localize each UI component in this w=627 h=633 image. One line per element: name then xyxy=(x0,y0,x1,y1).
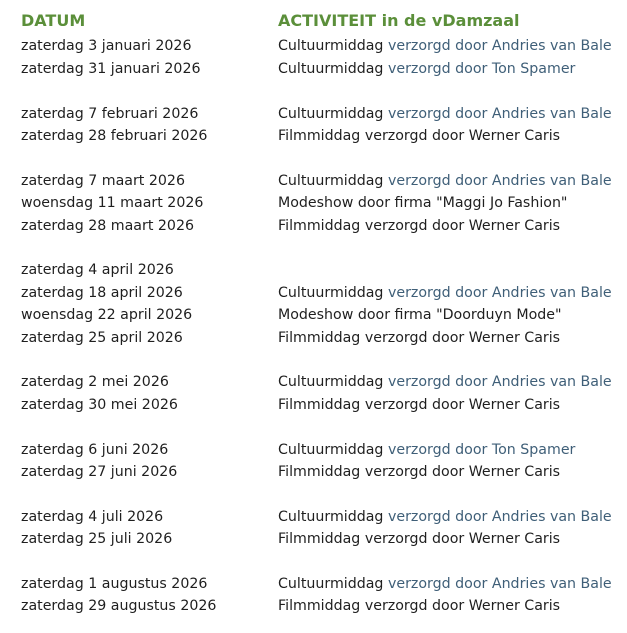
row-activity xyxy=(278,304,562,326)
schedule-row xyxy=(0,58,627,80)
row-activity xyxy=(278,528,560,550)
activity-type: Filmmiddag verzorgd door Werner Caris xyxy=(278,218,561,234)
row-date: zaterdag 28 februari 2026 xyxy=(21,128,208,144)
schedule-row xyxy=(0,170,627,192)
activity-type: Modeshow door firma "Maggi Jo Fashion" xyxy=(278,195,568,211)
row-activity xyxy=(278,439,575,461)
row-date: zaterdag 18 april 2026 xyxy=(21,285,183,301)
row-date: zaterdag 31 januari 2026 xyxy=(21,61,201,77)
activity-type: Filmmiddag verzorgd door Werner Caris xyxy=(278,598,561,614)
activity-type: Filmmiddag verzorgd door Werner Caris xyxy=(278,464,561,480)
schedule-row xyxy=(0,371,627,393)
schedule-row xyxy=(0,35,627,57)
schedule-row xyxy=(0,439,627,461)
schedule-row xyxy=(0,125,627,147)
row-date: zaterdag 28 maart 2026 xyxy=(21,218,195,234)
activity-organizer: verzorgd door Andries van Bale xyxy=(383,173,612,189)
row-activity xyxy=(278,215,560,237)
row-activity xyxy=(278,58,575,80)
activity-organizer: verzorgd door Ton Spamer xyxy=(383,442,576,458)
activity-type: Filmmiddag verzorgd door Werner Caris xyxy=(278,330,561,346)
row-date: zaterdag 4 april 2026 xyxy=(21,262,174,278)
row-date: woensdag 11 maart 2026 xyxy=(21,195,204,211)
row-date: zaterdag 3 januari 2026 xyxy=(21,38,192,54)
activity-type: Cultuurmiddag xyxy=(278,374,384,390)
schedule-row xyxy=(0,506,627,528)
row-date: zaterdag 2 mei 2026 xyxy=(21,374,169,390)
activity-organizer: verzorgd door Andries van Bale xyxy=(383,374,612,390)
row-date: zaterdag 6 juni 2026 xyxy=(21,442,169,458)
row-date: zaterdag 27 juni 2026 xyxy=(21,464,178,480)
row-date: zaterdag 29 augustus 2026 xyxy=(21,598,217,614)
activity-type: Cultuurmiddag xyxy=(278,576,384,592)
activity-organizer: verzorgd door Andries van Bale xyxy=(383,106,612,122)
row-date: zaterdag 7 maart 2026 xyxy=(21,173,185,189)
row-activity xyxy=(278,282,612,304)
activity-organizer: verzorgd door Ton Spamer xyxy=(383,61,576,77)
activity-type: Filmmiddag verzorgd door Werner Caris xyxy=(278,531,561,547)
schedule-row xyxy=(0,394,627,416)
schedule-row xyxy=(0,259,627,281)
row-activity xyxy=(278,506,612,528)
activity-type: Cultuurmiddag xyxy=(278,38,384,54)
row-date: woensdag 22 april 2026 xyxy=(21,307,193,323)
schedule-row xyxy=(0,461,627,483)
schedule-row xyxy=(0,304,627,326)
schedule-row xyxy=(0,215,627,237)
row-activity xyxy=(278,394,560,416)
row-date: zaterdag 25 juli 2026 xyxy=(21,531,173,547)
row-date: zaterdag 30 mei 2026 xyxy=(21,397,178,413)
row-date: zaterdag 4 juli 2026 xyxy=(21,509,164,525)
row-activity xyxy=(278,35,612,57)
schedule-row xyxy=(0,192,627,214)
row-activity xyxy=(278,371,612,393)
activity-type: Cultuurmiddag xyxy=(278,173,384,189)
activity-type: Cultuurmiddag xyxy=(278,61,384,77)
row-activity xyxy=(278,573,612,595)
row-date: zaterdag 1 augustus 2026 xyxy=(21,576,208,592)
row-date: zaterdag 25 april 2026 xyxy=(21,330,183,346)
schedule-row xyxy=(0,282,627,304)
activity-type: Filmmiddag verzorgd door Werner Caris xyxy=(278,397,561,413)
activity-type: Cultuurmiddag xyxy=(278,442,384,458)
activity-organizer: verzorgd door Andries van Bale xyxy=(383,576,612,592)
schedule-row xyxy=(0,528,627,550)
schedule-row xyxy=(0,327,627,349)
schedule-row xyxy=(0,595,627,617)
row-activity xyxy=(278,192,567,214)
activity-organizer: verzorgd door Andries van Bale xyxy=(383,509,612,525)
header-datum: DATUM xyxy=(21,11,86,30)
row-activity xyxy=(278,595,560,617)
activity-type: Cultuurmiddag xyxy=(278,106,384,122)
schedule-row xyxy=(0,103,627,125)
activity-organizer: verzorgd door Andries van Bale xyxy=(383,38,612,54)
activity-type: Filmmiddag verzorgd door Werner Caris xyxy=(278,128,561,144)
row-activity xyxy=(278,461,560,483)
activity-type: Cultuurmiddag xyxy=(278,285,384,301)
row-activity xyxy=(278,125,560,147)
row-activity xyxy=(278,103,612,125)
activity-organizer: verzorgd door Andries van Bale xyxy=(383,285,612,301)
header-activiteit: ACTIVITEIT in de vDamzaal xyxy=(278,11,520,30)
schedule-row xyxy=(0,573,627,595)
row-activity xyxy=(278,170,612,192)
row-date: zaterdag 7 februari 2026 xyxy=(21,106,199,122)
activity-type: Modeshow door firma "Doorduyn Mode" xyxy=(278,307,562,323)
row-activity xyxy=(278,327,560,349)
activity-type: Cultuurmiddag xyxy=(278,509,384,525)
